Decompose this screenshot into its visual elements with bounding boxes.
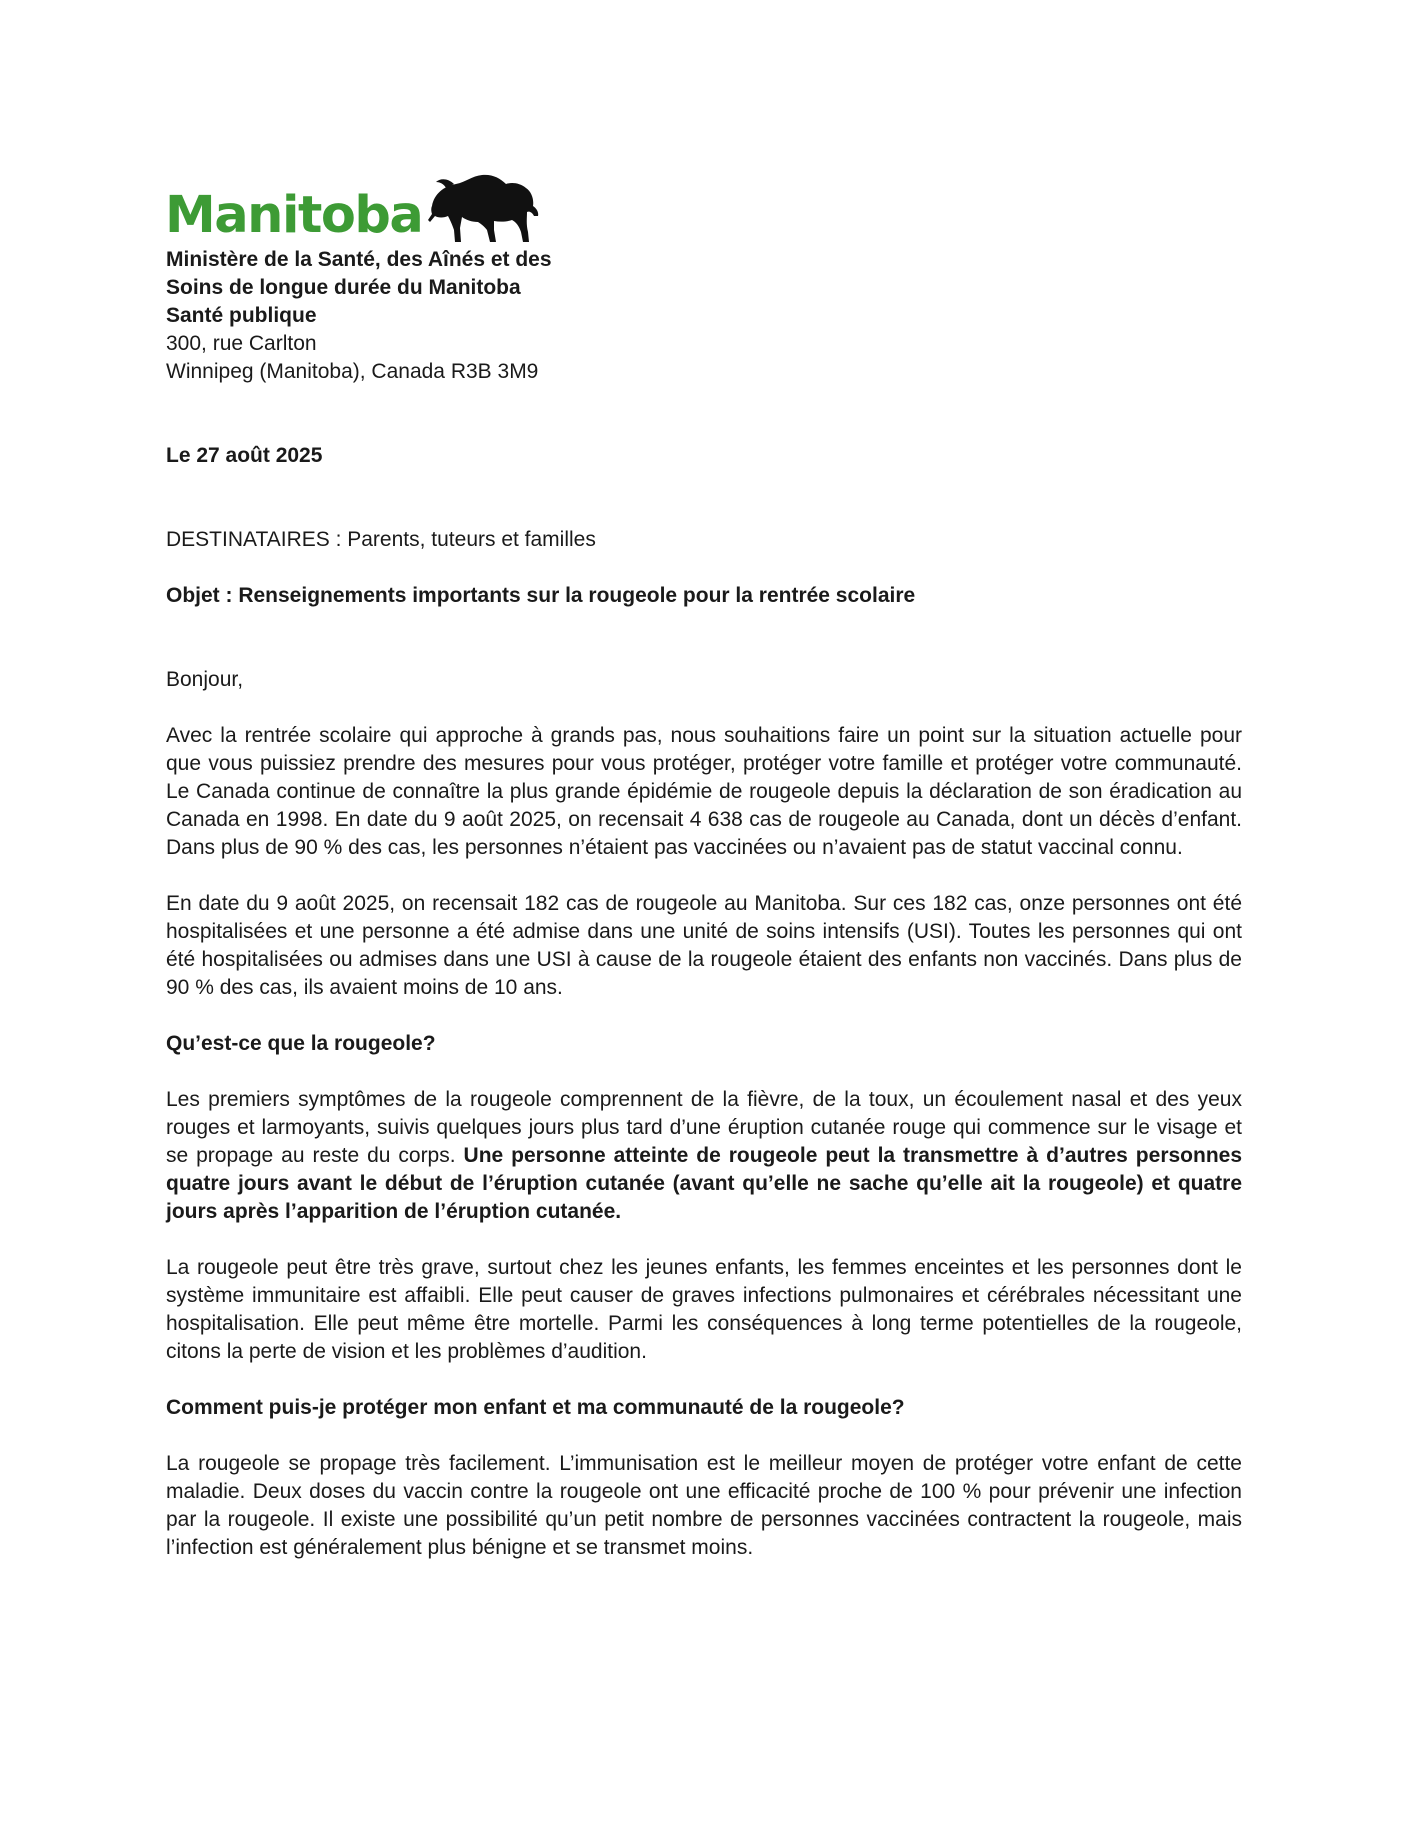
letter-page bbox=[166, 170, 1242, 1562]
subject-line: Objet : Renseignements importants sur la rougeole pour la rentrée scolaire bbox=[166, 584, 916, 607]
manitoba-logo bbox=[165, 170, 1242, 246]
address-line-2: Winnipeg (Manitoba), Canada R3B 3M9 bbox=[166, 360, 539, 383]
paragraph-immunization: La rougeole se propage très facilement. L’immunisation est le meilleur moyen de protéger votre enfant de cette maladie. Deux doses du vaccin contre la rougeole ont une efficacité proche de 100 % pour prévenir une infection par la rougeole. Il existe une possibilité qu’un petit nombre de personnes vaccinées contractent la rougeole, mais l’infection est généralement plus bénigne et se transmet moins. bbox=[166, 1452, 1242, 1559]
paragraph-symptoms bbox=[166, 1086, 1242, 1226]
bison-icon bbox=[426, 172, 542, 244]
paragraph-manitoba-cases: En date du 9 août 2025, on recensait 182 cas de rougeole au Manitoba. Sur ces 182 cas, onze personnes ont été hospitalisées et une personne a été admise dans une unité de soins intensifs (USI). Toutes les personnes qui ont été hospitalisées ou admises dans une USI à cause de la rougeole étaient des enfants non vaccinés. Dans plus de 90 % des cas, ils avaient moins de 10 ans. bbox=[166, 892, 1242, 999]
transmission-warning: Une personne atteinte de rougeole peut la transmettre à d’autres personnes quatre jours avant le début de l’éruption cutanée (avant qu’elle ne sache qu’elle ait la rougeole) et quatre jours après l’apparition de l’éruption cutanée. bbox=[166, 1144, 1243, 1223]
address-line-1: 300, rue Carlton bbox=[166, 332, 317, 355]
letterhead-address bbox=[166, 246, 1242, 386]
recipients-line: DESTINATAIRES : Parents, tuteurs et familles bbox=[166, 528, 596, 551]
department-line-3: Santé publique bbox=[166, 304, 317, 327]
department-line-2: Soins de longue durée du Manitoba bbox=[166, 276, 521, 299]
greeting: Bonjour, bbox=[166, 668, 244, 691]
symptoms-text: Les premiers symptômes de la rougeole comprennent de la fièvre, de la toux, un écoulement nasal et des yeux rouges et larmoyants, suivis quelques jours plus tard d’une éruption cutanée rouge qui commence sur le visage et se propage au reste du corps. bbox=[166, 1088, 1242, 1167]
heading-what-is-measles: Qu’est-ce que la rougeole? bbox=[166, 1032, 436, 1055]
letter-date: Le 27 août 2025 bbox=[166, 444, 323, 467]
paragraph-context: Avec la rentrée scolaire qui approche à grands pas, nous souhaitions faire un point sur la situation actuelle pour que vous puissiez prendre des mesures pour vous protéger, protéger votre famille et protéger votre communauté. Le Canada continue de connaître la plus grande épidémie de rougeole depuis la déclaration de son éradication au Canada en 1998. En date du 9 août 2025, on recensait 4 638 cas de rougeole au Canada, dont un décès d’enfant. Dans plus de 90 % des cas, les personnes n’étaient pas vaccinées ou n’avaient pas de statut vaccinal connu. bbox=[166, 724, 1242, 859]
department-line-1: Ministère de la Santé, des Aînés et des bbox=[166, 248, 552, 271]
heading-how-to-protect: Comment puis-je protéger mon enfant et ma communauté de la rougeole? bbox=[166, 1396, 905, 1419]
logo-wordmark: Manitoba bbox=[165, 186, 423, 245]
paragraph-severity: La rougeole peut être très grave, surtout chez les jeunes enfants, les femmes enceintes et les personnes dont le système immunitaire est affaibli. Elle peut causer de graves infections pulmonaires et cérébrales nécessitant une hospitalisation. Elle peut même être mortelle. Parmi les conséquences à long terme potentielles de la rougeole, citons la perte de vision et les problèmes d’audition. bbox=[166, 1256, 1242, 1363]
